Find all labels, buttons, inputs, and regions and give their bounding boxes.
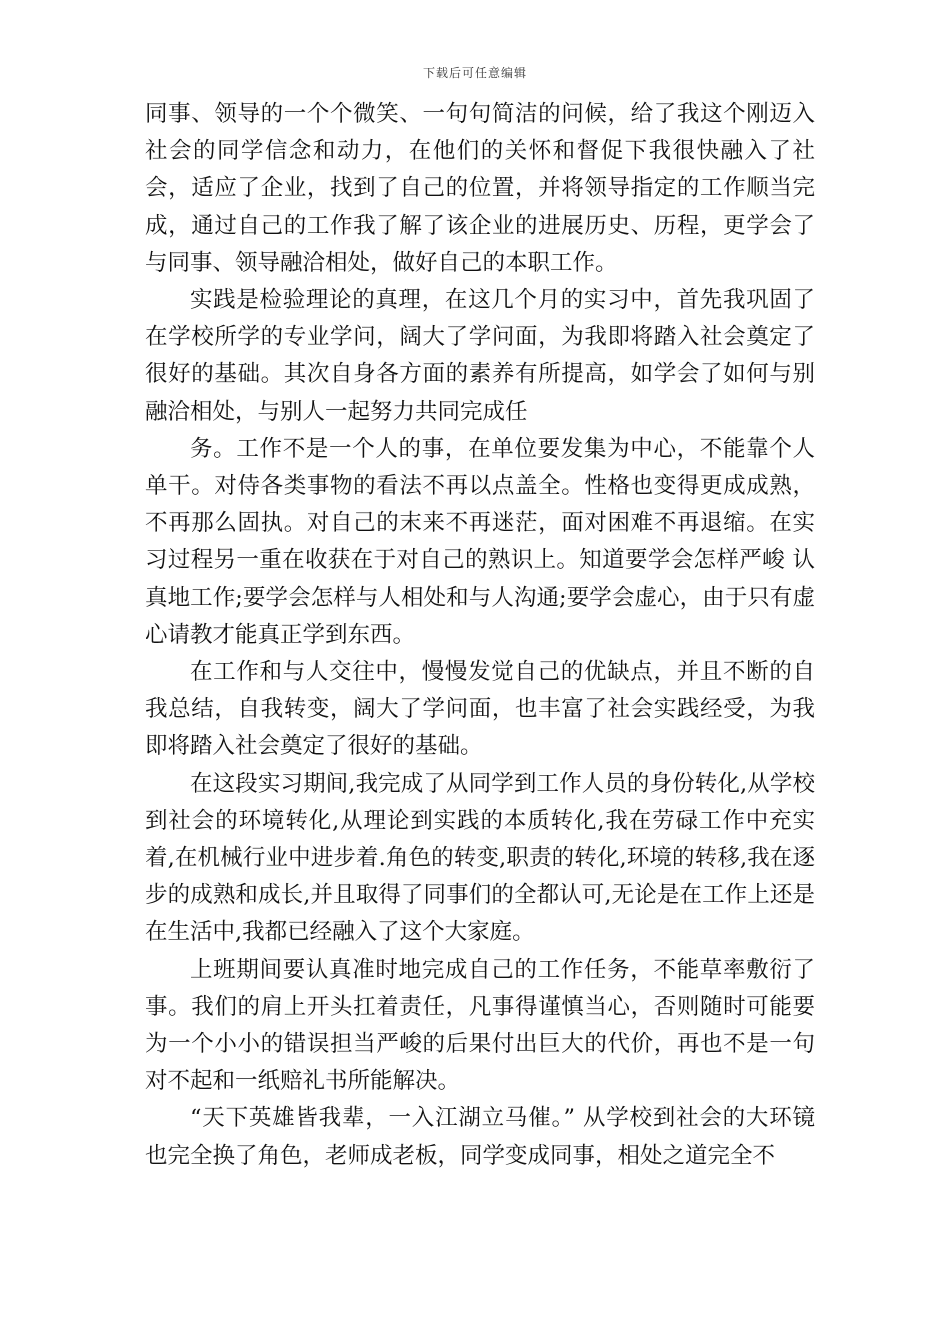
- paragraph-6: 上班期间要认真准时地完成自己的工作任务，不能草率敷衍了事。我们的肩上开头扛着责任，凡事得谨慎当心，否则随时可能要为一个小小的错误担当严峻的后果付出巨大的代价，再也不是一句对不起和一纸赔礼书所能解决。: [145, 956, 815, 1095]
- document-body: [145, 96, 815, 1175]
- paragraph-1: 同事、领导的一个个微笑、一句句简洁的问候，给了我这个刚迈入社会的同学信念和动力，在他们的关怀和督促下我很快融入了社会，适应了企业，找到了自己的位置，并将领导指定的工作顺当完成，通过自己的工作我了解了该企业的进展历史、历程，更学会了与同事、领导融洽相处，做好自己的本职工作。: [145, 101, 815, 276]
- paragraph-7: “天下英雄皆我辈，一入江湖立马催。” 从学校到社会的大环镜也完全换了角色，老师成老板，同学变成同事，相处之道完全不: [145, 1105, 815, 1169]
- paragraph-4: 在工作和与人交往中，慢慢发觉自己的优缺点，并且不断的自我总结，自我转变，阔大了学问面，也丰富了社会实践经受，为我即将踏入社会奠定了很好的基础。: [145, 659, 815, 760]
- paragraph-2: 实践是检验理论的真理，在这几个月的实习中，首先我巩固了在学校所学的专业学问，阔大了学问面，为我即将踏入社会奠定了很好的基础。其次自身各方面的素养有所提高，如学会了如何与别融洽相处，与别人一起努力共同完成任: [145, 287, 815, 425]
- paragraph-3: 务。工作不是一个人的事，在单位要发集为中心，不能靠个人单干。对侍各类事物的看法不再以点盖全。性格也变得更成成熟，不再那么固执。对自己的末来不再迷茫，面对困难不再退缩。在实习过程另一重在收获在于对自己的熟识上。知道要学会怎样严峻 认真地工作;要学会怎样与人相处和与人沟通;要学会虚心，由于只有虚心请教才能真正学到东西。: [145, 435, 815, 648]
- paragraph-5: 在这段实习期间,我完成了从同学到工作人员的身份转化,从学校到社会的环境转化,从理论到实践的本质转化,我在劳碌工作中充实着,在机械行业中进步着.角色的转变,职责的转化,环境的转移,我在逐步的成熟和成长,并且取得了同事们的全都认可,无论是在工作上还是在生活中,我都已经融入了这个大家庭。: [145, 770, 815, 946]
- page-header: 下载后可任意编辑: [422, 66, 527, 80]
